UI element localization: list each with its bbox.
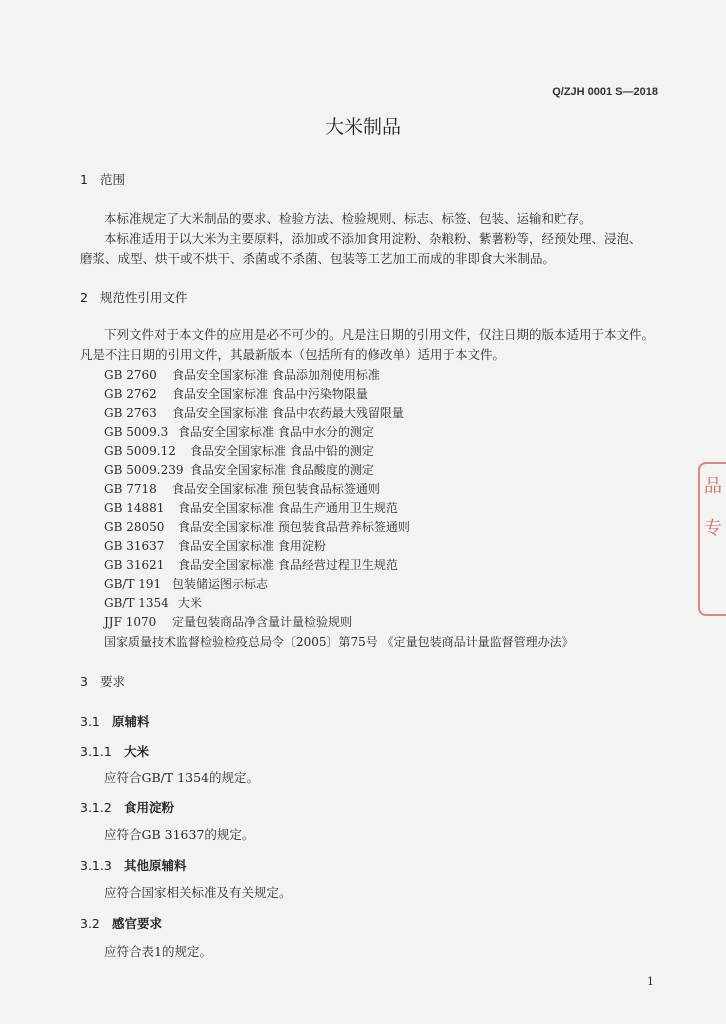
red-seal-stamp xyxy=(698,462,726,616)
reference-item: GB/T 1354 大米 xyxy=(104,596,203,610)
reference-item: GB/T 191 包装储运图示标志 xyxy=(104,577,269,591)
section-1-para-1: 本标准规定了大米制品的要求、检验方法、检验规则、标志、标签、包装、运输和贮存。 xyxy=(104,211,592,226)
section-3-2-heading: 3.2 感官要求 xyxy=(80,916,163,931)
reference-item: GB 7718 食品安全国家标准 预包装食品标签通则 xyxy=(104,482,380,496)
section-1-para-2-line-2: 磨浆、成型、烘干或不烘干、杀菌或不杀菌、包装等工艺加工而成的非即食大米制品。 xyxy=(80,251,556,266)
reference-item: GB 28050 食品安全国家标准 预包装食品营养标签通则 xyxy=(104,520,410,534)
reference-item: GB 2763 食品安全国家标准 食品中农药最大残留限量 xyxy=(104,406,404,420)
section-2-intro-line-1: 下列文件对于本文件的应用是必不可少的。凡是注日期的引用文件，仅注日期的版本适用于本文件。 xyxy=(104,327,655,342)
section-2-heading: 2 规范性引用文件 xyxy=(80,290,188,305)
page-number: 1 xyxy=(647,975,654,988)
reference-item: GB 5009.12 食品安全国家标准 食品中铅的测定 xyxy=(104,444,374,458)
section-3-1-3-text: 应符合国家相关标准及有关规定。 xyxy=(104,885,292,900)
section-1-heading: 1 范围 xyxy=(80,172,126,187)
section-2-intro-line-2: 凡是不注日期的引用文件，其最新版本（包括所有的修改单）适用于本文件。 xyxy=(80,347,506,362)
section-3-2-text: 应符合表1的规定。 xyxy=(104,944,212,959)
section-3-1-3-heading: 3.1.3 其他原辅料 xyxy=(80,858,187,873)
reference-decree: 国家质量技术监督检验检疫总局令〔2005〕第75号 《定量包装商品计量监督管理办法》 xyxy=(104,635,574,649)
stamp-char: 专 xyxy=(704,518,722,539)
section-3-1-2-heading: 3.1.2 食用淀粉 xyxy=(80,800,175,815)
reference-item: GB 31637 食品安全国家标准 食用淀粉 xyxy=(104,539,326,553)
stamp-char: 品 xyxy=(704,476,722,497)
section-3-1-1-text: 应符合GB/T 1354的规定。 xyxy=(104,770,260,785)
standard-number: Q/ZJH 0001 S—2018 xyxy=(552,86,658,98)
section-3-1-1-heading: 3.1.1 大米 xyxy=(80,744,150,759)
section-3-heading: 3 要求 xyxy=(80,674,126,689)
section-3-1-heading: 3.1 原辅料 xyxy=(80,714,150,729)
section-1-para-2-line-1: 本标准适用于以大米为主要原料，添加或不添加食用淀粉、杂粮粉、紫薯粉等，经预处理、浸泡、 xyxy=(104,231,642,246)
reference-item: GB 14881 食品安全国家标准 食品生产通用卫生规范 xyxy=(104,501,398,515)
reference-item: GB 5009.239 食品安全国家标准 食品酸度的测定 xyxy=(104,463,374,477)
section-3-1-2-text: 应符合GB 31637的规定。 xyxy=(104,827,255,842)
reference-item: GB 2760 食品安全国家标准 食品添加剂使用标准 xyxy=(104,368,380,382)
reference-item: JJF 1070 定量包装商品净含量计量检验规则 xyxy=(104,615,353,629)
reference-item: GB 31621 食品安全国家标准 食品经营过程卫生规范 xyxy=(104,558,398,572)
document-title: 大米制品 xyxy=(324,116,401,138)
reference-item: GB 2762 食品安全国家标准 食品中污染物限量 xyxy=(104,387,368,401)
reference-item: GB 5009.3 食品安全国家标准 食品中水分的测定 xyxy=(104,425,374,439)
